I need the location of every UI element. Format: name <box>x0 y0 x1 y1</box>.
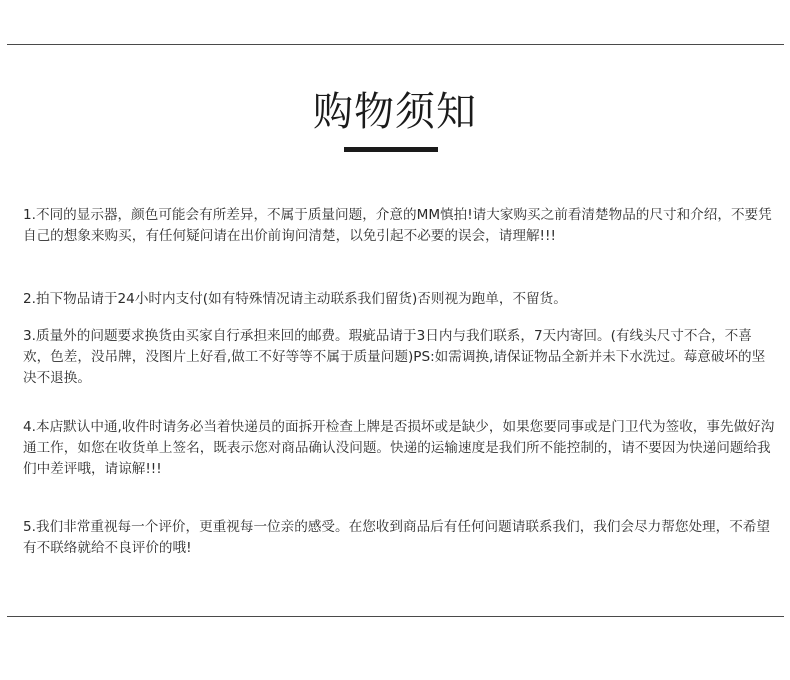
page-title: 购物须知 <box>313 89 477 135</box>
top-divider <box>7 44 784 45</box>
note-item-4: 4.本店默认中通,收件时请务必当着快递员的面拆开检查上牌是否损坏或是缺少，如果您要同事或是门卫代为签收，事先做好沟通工作，如您在收货单上签名，既表示您对商品确认没问题。快递的运输速度是我们所不能控制的，请不要因为快递问题给我们中差评哦，请谅解!!! <box>23 419 775 477</box>
note-item-1: 1.不同的显示器，颜色可能会有所差异，不属于质量问题，介意的MM慎拍!请大家购买之前看清楚物品的尺寸和介绍，不要凭自己的想象来购买，有任何疑问请在出价前询问清楚，以免引起不必要的误会，请理解!!! <box>23 207 772 244</box>
bottom-divider <box>7 616 784 617</box>
note-item-5: 5.我们非常重视每一个评价，更重视每一位亲的感受。在您收到商品后有任何问题请联系我们，我们会尽力帮您处理，不希望有不联络就给不良评价的哦! <box>23 519 771 556</box>
note-item-2: 2.拍下物品请于24小时内支付(如有特殊情况请主动联系我们留货)否则视为跑单，不留货。 <box>23 291 567 307</box>
note-item-3: 3.质量外的问题要求换货由买家自行承担来回的邮费。瑕疵品请于3日内与我们联系，7天内寄回。(有线头尺寸不合，不喜欢，色差，没吊牌，没图片上好看,做工不好等等不属于质量问题)PS:如需调换,请保证物品全新并未下水洗过。莓意破坏的坚决不退换。 <box>23 328 766 386</box>
title-underline <box>344 147 438 152</box>
